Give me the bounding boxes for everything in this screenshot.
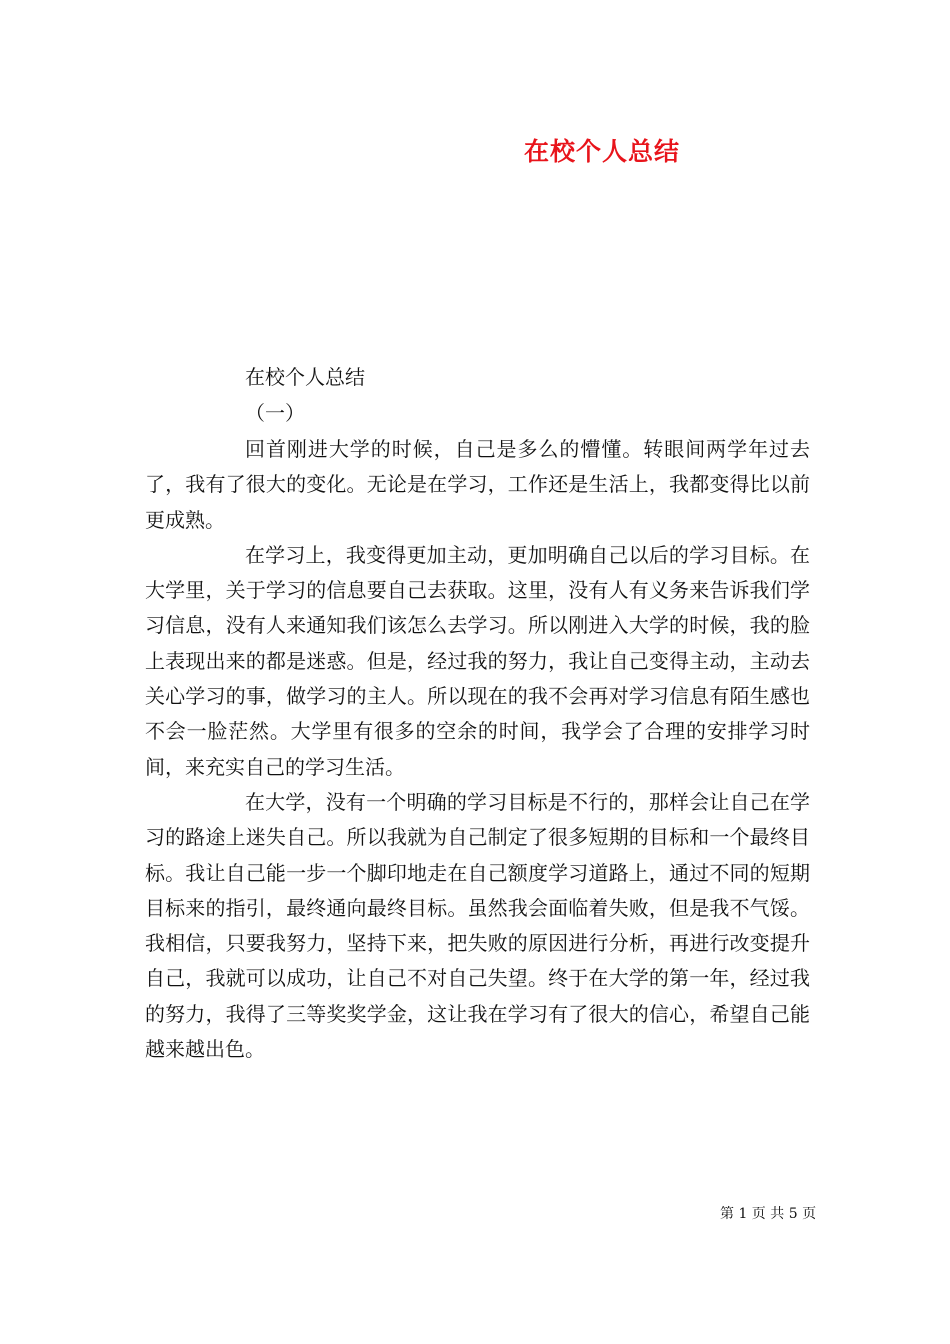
- paragraph: 在学习上，我变得更加主动，更加明确自己以后的学习目标。在大学里，关于学习的信息要自己去获取。这里，没有人有义务来告诉我们学习信息，没有人来通知我们该怎么去学习。所以刚进入大学的时候，我的脸上表现出来的都是迷惑。但是，经过我的努力，我让自己变得主动，主动去关心学习的事，做学习的主人。所以现在的我不会再对学习信息有陌生感也不会一脸茫然。大学里有很多的空余的时间，我学会了合理的安排学习时间，来充实自己的学习生活。: [145, 542, 810, 779]
- paragraph: 在大学，没有一个明确的学习目标是不行的，那样会让自己在学习的路途上迷失自己。所以我就为自己制定了很多短期的目标和一个最终目标。我让自己能一步一个脚印地走在自己额度学习道路上，通过不同的短期目标来的指引，最终通向最终目标。虽然我会面临着失败，但是我不气馁。我相信，只要我努力，坚持下来，把失败的原因进行分析，再进行改变提升自己，我就可以成功，让自己不对自己失望。终于在大学的第一年，经过我的努力，我得了三等奖奖学金，这让我在学习有了很大的信心，希望自己能越来越出色。: [145, 789, 810, 1062]
- document-title: 在校个人总结: [523, 137, 680, 166]
- page-number-footer: 第 1 页 共 5 页: [720, 1206, 817, 1222]
- paragraph: 回首刚进大学的时候，自己是多么的懵懂。转眼间两学年过去了，我有了很大的变化。无论是在学习，工作还是生活上，我都变得比以前更成熟。: [145, 437, 810, 532]
- document-subtitle: 在校个人总结: [245, 365, 365, 389]
- document-body: [145, 432, 810, 1067]
- section-label: （一）: [245, 401, 305, 425]
